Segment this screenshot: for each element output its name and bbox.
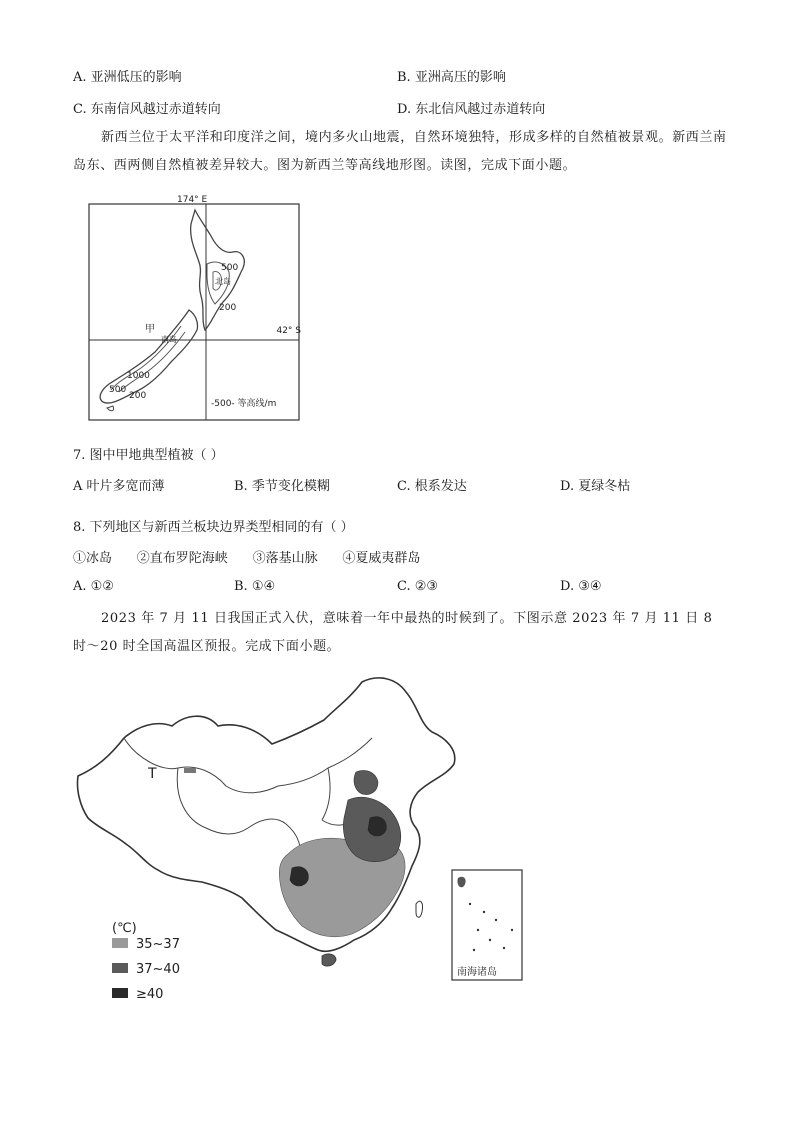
north-500-label: 500 — [221, 263, 239, 273]
lat-label: 42° S — [276, 326, 301, 336]
north-200-label: 200 — [219, 303, 237, 313]
south-place-label: 南岛 — [161, 335, 177, 344]
q7-option-a: A 叶片多宽而薄 — [73, 479, 165, 494]
nz-intro-paragraph: 新西兰位于太平洋和印度洋之间，境内多火山地震，自然环境独特，形成多样的自然植被景观。新西兰南岛东、西两侧自然植被差异较大。图为新西兰等高线地形图。读图，完成下面小题。 — [73, 130, 727, 173]
t-label: T — [148, 766, 157, 782]
south-200-label: 200 — [129, 391, 147, 401]
q6-option-c: C. 东南信风越过赤道转向 — [73, 102, 221, 117]
south-500-label: 500 — [109, 385, 127, 395]
q8-stem: 8. 下列地区与新西兰板块边界类型相同的有（ ） — [73, 520, 354, 535]
legend-swatch-35-37 — [112, 938, 128, 948]
q6-option-b: B. 亚洲高压的影响 — [397, 70, 506, 85]
china-outline — [77, 678, 454, 951]
lon-label: 174° E — [177, 195, 208, 205]
q7-option-b: B. 季节变化模糊 — [234, 479, 330, 494]
contour-legend: -500- 等高线/m — [211, 399, 277, 409]
q7-stem: 7. 图中甲地典型植被（ ） — [73, 448, 224, 463]
t-marker — [184, 768, 196, 773]
legend-unit: (℃) — [112, 921, 137, 936]
inset-label: 南海诸岛 — [457, 967, 497, 978]
jia-label: 甲 — [145, 324, 155, 335]
q6-option-d: D. 东北信风越过赤道转向 — [397, 102, 546, 117]
north-place-label: 北岛 — [215, 277, 231, 286]
legend-40: ≥40 — [136, 987, 164, 1002]
legend-swatch-37-40 — [112, 963, 128, 973]
taiwan-island — [416, 901, 423, 917]
legend-swatch-40 — [112, 988, 128, 998]
q8-option-a: A. ①② — [73, 579, 114, 594]
heat-zone-40-west — [290, 867, 308, 886]
q8-option-d: D. ③④ — [560, 579, 602, 594]
q8-option-c: C. ②③ — [397, 579, 439, 594]
china-heat-map — [66, 668, 546, 1018]
heat-zone-40-east — [368, 817, 386, 836]
q6-option-a: A. 亚洲低压的影响 — [73, 70, 182, 85]
hainan-island — [322, 954, 336, 966]
south-1000-label: 1000 — [127, 371, 150, 381]
heat-intro-paragraph: 2023 年 7 月 11 日我国正式入伏，意味着一年中最热的时候到了。下图示意 2023 年 7 月 11 日 8 时～20 时全国高温区预报。完成下面小题。 — [73, 611, 713, 654]
q8-items: ①冰岛 ②直布罗陀海峡 ③落基山脉 ④夏威夷群岛 — [73, 551, 421, 566]
legend-35-37: 35~37 — [136, 937, 180, 952]
q7-option-d: D. 夏绿冬枯 — [560, 479, 631, 494]
q8-option-b: B. ①④ — [234, 579, 276, 594]
q7-option-c: C. 根系发达 — [397, 479, 467, 494]
new-zealand-contour-map — [85, 192, 305, 424]
legend-37-40: 37~40 — [136, 962, 180, 977]
